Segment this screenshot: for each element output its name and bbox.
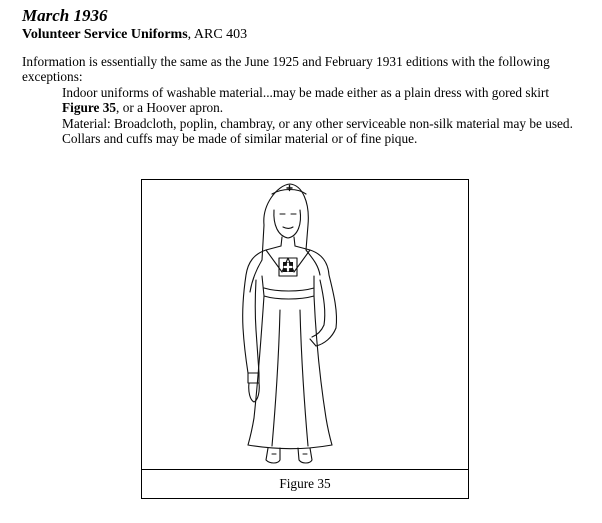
figure-35-box [141,179,469,499]
document-date: March 1936 [22,6,108,25]
figure-caption: Figure 35 [142,469,468,498]
intro-paragraph: Information is essentially the same as the June 1925 and February 1931 editions with the following exceptions: [22,54,550,85]
material-line: Material: Broadcloth, poplin, chambray, or any other serviceable non-silk material may be used. [62,115,573,131]
title-rest: , ARC 403 [187,27,248,42]
uniform-illustration [142,180,468,469]
title-bold: Volunteer Service Uniforms [22,27,188,42]
document [22,6,594,146]
figure-reference: Figure 35 [62,100,117,116]
collars-line: Collars and cuffs may be made of similar material or of fine pique. [62,131,418,147]
hoover-apron-text: , or a Hoover apron. [116,100,224,116]
figure-reference-line [22,100,594,115]
document-title [22,26,594,43]
indoor-uniform-line: Indoor uniforms of washable material...may be made either as a plain dress with gored skirt [62,84,550,100]
